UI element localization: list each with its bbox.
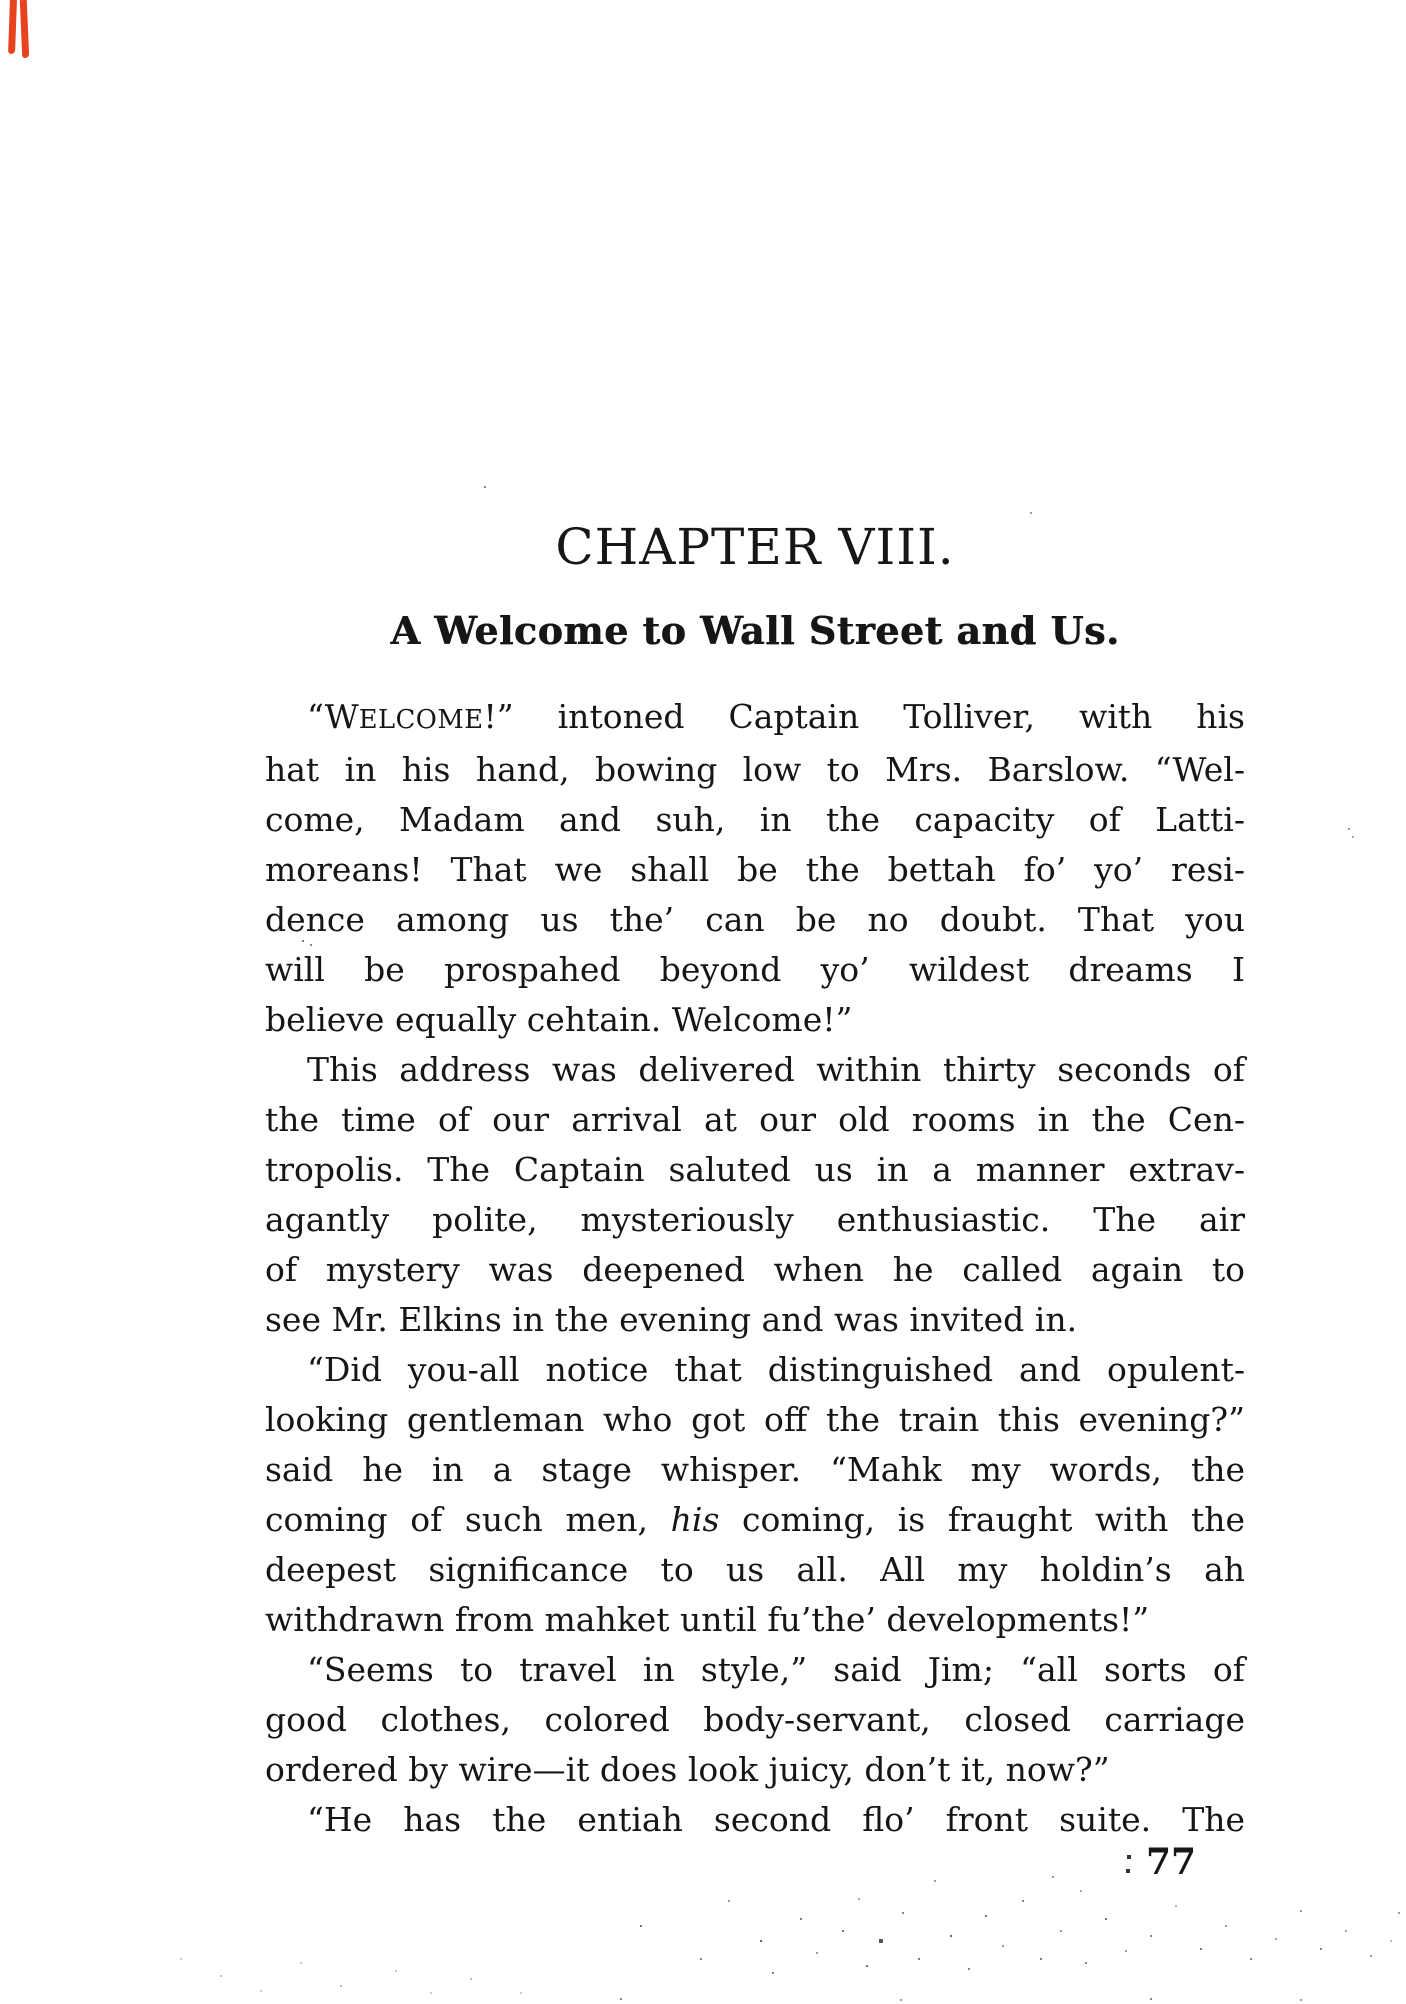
text-segment: coming, is fraught with the	[719, 1500, 1245, 1539]
text-segment: “W	[307, 697, 359, 736]
text-line	[265, 1295, 1245, 1345]
chapter-subtitle: A Welcome to Wall Street and Us.	[390, 608, 1120, 653]
paragraph	[265, 1045, 1245, 1345]
text-segment: will be prospahed beyond yo’ wildest dreams I	[265, 950, 1245, 989]
paragraph	[265, 1645, 1245, 1795]
page-number: 77	[1146, 1841, 1197, 1883]
text-line	[265, 1795, 1245, 1845]
text-line	[265, 1545, 1245, 1595]
text-line	[265, 692, 1245, 745]
text-segment: said he in a stage whisper. “Mahk my words, the	[265, 1450, 1245, 1489]
text-line	[265, 1395, 1245, 1445]
red-scan-mark	[8, 0, 17, 54]
text-segment: deepest significance to us all. All my holdin’s ah	[265, 1550, 1245, 1589]
text-segment: come, Madam and suh, in the capacity of Latti-	[265, 800, 1245, 839]
text-segment: “Did you-all notice that distinguished and opulent-	[307, 1350, 1245, 1389]
body-text	[265, 692, 1245, 1845]
text-line	[265, 895, 1245, 945]
text-segment: his	[670, 1500, 720, 1539]
text-line	[265, 1345, 1245, 1395]
text-segment: agantly polite, mysteriously enthusiastic. The air	[265, 1200, 1245, 1239]
text-line	[265, 945, 1245, 995]
text-segment: coming of such men,	[265, 1500, 671, 1539]
paragraph	[265, 692, 1245, 1045]
text-segment: good clothes, colored body-servant, closed carriage	[265, 1700, 1245, 1739]
text-segment: “Seems to travel in style,” said Jim; “all sorts of	[307, 1650, 1245, 1689]
text-line	[265, 1595, 1245, 1645]
chapter-heading: CHAPTER VIII.	[555, 518, 955, 576]
scan-noise-speckles	[0, 0, 2, 2]
red-scan-mark	[20, 0, 30, 58]
text-segment: the time of our arrival at our old rooms in the Cen-	[265, 1100, 1245, 1139]
text-segment: hat in his hand, bowing low to Mrs. Barslow. “Wel-	[265, 750, 1245, 789]
text-segment: believe equally cehtain. Welcome!”	[265, 1000, 853, 1039]
text-segment: withdrawn from mahket until fu’the’ developments!”	[265, 1600, 1150, 1639]
text-line	[265, 1645, 1245, 1695]
text-line	[265, 745, 1245, 795]
text-line	[265, 1695, 1245, 1745]
text-line	[265, 1495, 1245, 1545]
paragraph	[265, 1345, 1245, 1645]
text-line	[265, 845, 1245, 895]
text-line	[265, 1745, 1245, 1795]
text-line	[265, 1445, 1245, 1495]
text-line	[265, 1245, 1245, 1295]
text-segment: ELCOME	[358, 705, 484, 735]
text-segment: dence among us the’ can be no doubt. That you	[265, 900, 1245, 939]
text-line	[265, 1095, 1245, 1145]
paragraph	[265, 1795, 1245, 1845]
text-segment: see Mr. Elkins in the evening and was invited in.	[265, 1300, 1078, 1339]
text-segment: looking gentleman who got off the train this evening?”	[265, 1400, 1245, 1439]
text-segment: moreans! That we shall be the bettah fo’ yo’ resi-	[265, 850, 1245, 889]
text-segment: ordered by wire—it does look juicy, don’t it, now?”	[265, 1750, 1110, 1789]
text-line	[265, 995, 1245, 1045]
text-segment: of mystery was deepened when he called again to	[265, 1250, 1245, 1289]
text-segment: “He has the entiah second flo’ front suite. The	[307, 1800, 1245, 1839]
text-line	[265, 1145, 1245, 1195]
text-segment: This address was delivered within thirty seconds of	[307, 1050, 1245, 1089]
text-segment: !” intoned Captain Tolliver, with his	[483, 697, 1245, 736]
text-line	[265, 1045, 1245, 1095]
text-block	[265, 518, 1245, 1845]
text-line	[265, 795, 1245, 845]
text-line	[265, 1195, 1245, 1245]
text-segment: tropolis. The Captain saluted us in a manner extrav-	[265, 1150, 1245, 1189]
